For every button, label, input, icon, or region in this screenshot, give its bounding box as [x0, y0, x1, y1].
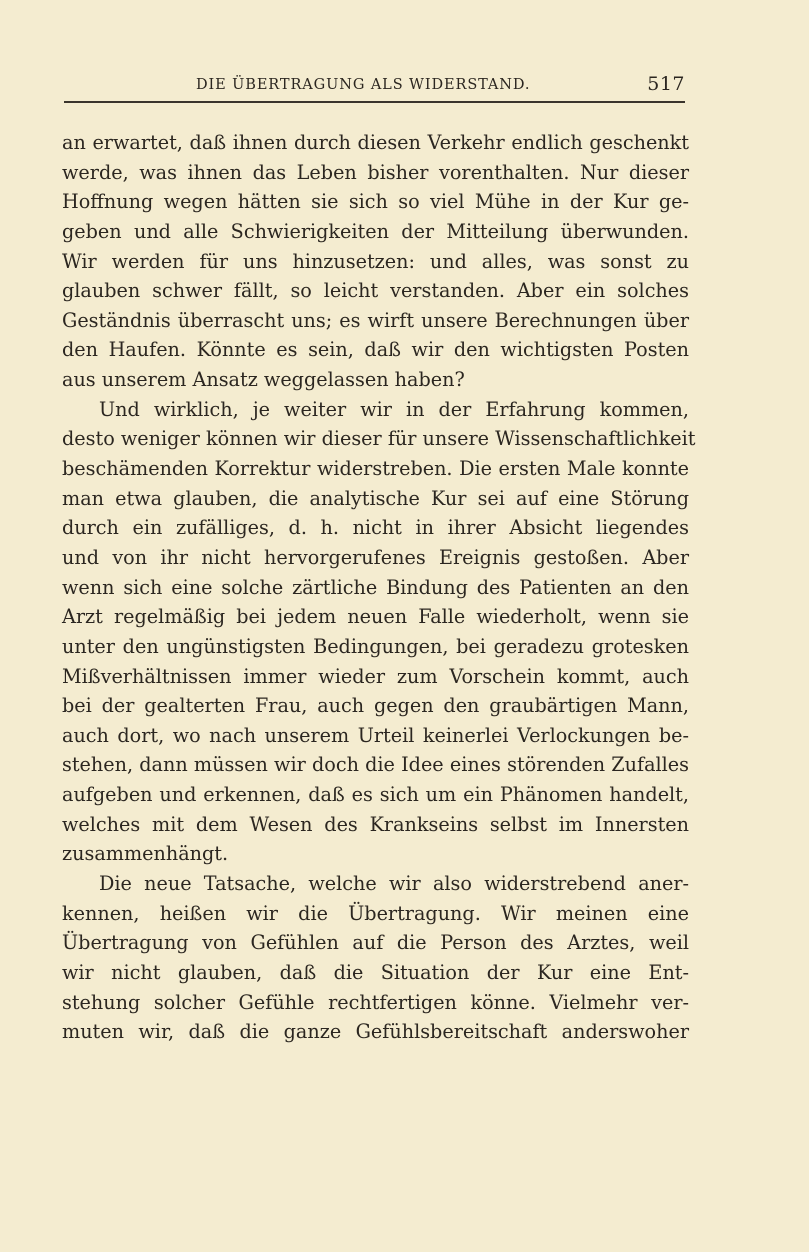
text-line: durch ein zufälliges, d. h. nicht in ihrer Absicht liegendes	[62, 516, 689, 540]
text-line: werde, was ihnen das Leben bisher vorenthalten. Nur dieser	[62, 160, 689, 184]
text-line: bei der gealterten Frau, auch gegen den graubärtigen Mann,	[62, 694, 689, 718]
body-text	[62, 128, 696, 1047]
text-line: wir nicht glauben, daß die Situation der Kur eine Ent-	[62, 960, 689, 984]
text-line: man etwa glauben, die analytische Kur sei auf eine Störung	[62, 486, 689, 510]
text-line: wenn sich eine solche zärtliche Bindung des Patienten an den	[62, 575, 689, 599]
text-line: aufgeben und erkennen, daß es sich um ein Phänomen handelt,	[62, 783, 689, 807]
running-title: DIE ÜBERTRAGUNG ALS WIDERSTAND.	[196, 77, 531, 93]
text-line: Übertragung von Gefühlen auf die Person des Arztes, weil	[62, 931, 689, 955]
text-line: den Haufen. Könnte es sein, daß wir den wichtigsten Posten	[62, 338, 689, 362]
paragraph-first-line: Und wirklich, je weiter wir in der Erfahrung kommen,	[99, 397, 689, 421]
text-line: Hoffnung wegen hätten sie sich so viel Mühe in der Kur ge-	[62, 190, 689, 214]
text-line: Wir werden für uns hinzusetzen: und alles, was sonst zu	[62, 249, 689, 273]
text-line: aus unserem Ansatz weggelassen haben?	[62, 368, 465, 392]
page-header	[64, 71, 685, 103]
text-line: desto weniger können wir dieser für unsere Wissenschaftlichkeit	[62, 427, 696, 451]
text-line: beschämenden Korrektur widerstreben. Die ersten Male konnte	[62, 457, 689, 481]
text-line: glauben schwer fällt, so leicht verstanden. Aber ein solches	[62, 279, 689, 303]
text-line: welches mit dem Wesen des Krankseins selbst im Innersten	[62, 812, 689, 836]
text-line: stehung solcher Gefühle rechtfertigen könne. Vielmehr ver-	[62, 990, 689, 1014]
text-line: kennen, heißen wir die Übertragung. Wir meinen eine	[62, 901, 689, 925]
text-line: an erwartet, daß ihnen durch diesen Verkehr endlich geschenkt	[62, 131, 689, 154]
text-line: und von ihr nicht hervorgerufenes Ereignis gestoßen. Aber	[62, 545, 689, 569]
text-line: geben und alle Schwierigkeiten der Mitteilung überwunden.	[62, 219, 689, 243]
text-line: auch dort, wo nach unserem Urteil keinerlei Verlockungen be-	[62, 723, 689, 747]
text-line: muten wir, daß die ganze Gefühlsbereitschaft anderswoher	[62, 1020, 689, 1044]
text-line: Mißverhältnissen immer wieder zum Vorschein kommt, auch	[62, 664, 689, 688]
text-line: zusammenhängt.	[62, 842, 229, 866]
page-number: 517	[647, 73, 685, 95]
text-line: Geständnis überrascht uns; es wirft unsere Berechnungen über	[62, 308, 689, 332]
paragraph-first-line: Die neue Tatsache, welche wir also widerstrebend aner-	[99, 872, 689, 896]
text-line: unter den ungünstigsten Bedingungen, bei geradezu grotesken	[62, 634, 689, 658]
text-line: Arzt regelmäßig bei jedem neuen Falle wiederholt, wenn sie	[62, 605, 689, 629]
text-line: stehen, dann müssen wir doch die Idee eines störenden Zufalles	[62, 753, 689, 777]
